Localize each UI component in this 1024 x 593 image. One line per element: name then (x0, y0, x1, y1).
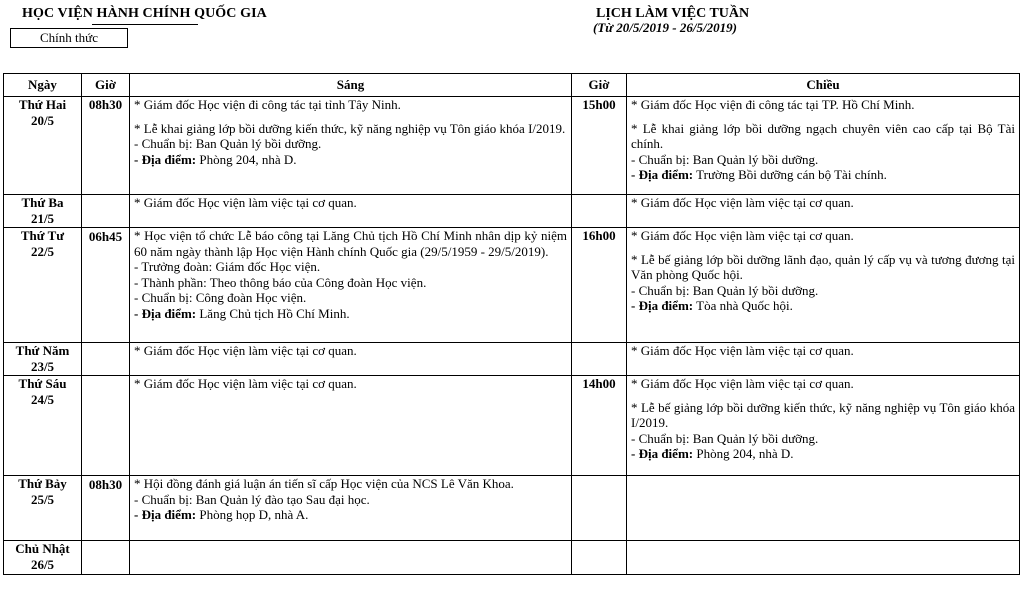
day-cell (4, 541, 82, 575)
col-time-am-header: Giờ (82, 74, 130, 97)
org-name: HỌC VIỆN HÀNH CHÍNH QUỐC GIA (22, 6, 267, 21)
table-row (4, 541, 1020, 575)
location-label: - Địa điểm: (631, 167, 694, 182)
afternoon-cell (627, 541, 1020, 575)
day-date: 24/5 (30, 391, 55, 407)
location-value: Phòng 204, nhà D. (693, 446, 794, 461)
table-row (4, 476, 1020, 541)
location-value: Tòa nhà Quốc hội. (693, 298, 793, 313)
morning-cell (130, 195, 572, 228)
time-cell (82, 195, 130, 228)
afternoon-cell (627, 376, 1020, 476)
day-cell (4, 476, 82, 541)
afternoon-cell (627, 228, 1020, 343)
location-value: Phòng 204, nhà D. (196, 151, 297, 167)
schedule-item: * Giám đốc Học viện làm việc tại cơ quan. (631, 343, 854, 358)
day-date: 26/5 (30, 556, 55, 572)
schedule-detail: - Thành phần: Theo thông báo của Công đoàn Học viện. (134, 274, 427, 290)
day-date: 23/5 (30, 358, 55, 374)
time-cell (82, 376, 130, 476)
schedule-detail: - Chuẩn bị: Ban Quản lý bồi dưỡng. (631, 151, 819, 167)
col-day-header: Ngày (4, 74, 82, 97)
schedule-location (631, 446, 1015, 462)
org-underline (92, 24, 198, 25)
schedule-item: * Giám đốc Học viện đi công tác tại tỉnh Tây Ninh. (134, 97, 401, 112)
day-date: 25/5 (30, 491, 55, 507)
time-cell: 08h30 (82, 476, 130, 541)
location-label: - Địa điểm: (134, 507, 197, 522)
day-date: 21/5 (30, 210, 55, 226)
afternoon-cell (627, 343, 1020, 376)
day-cell (4, 97, 82, 195)
table-row (4, 97, 1020, 195)
time-cell (82, 343, 130, 376)
schedule-detail: - Chuẩn bị: Ban Quản lý đào tạo Sau đại học. (134, 491, 370, 507)
schedule-detail: - Trưởng đoàn: Giám đốc Học viện. (134, 259, 321, 274)
day-name: Thứ Bảy (18, 476, 67, 491)
table-row (4, 228, 1020, 343)
table-row (4, 343, 1020, 376)
morning-cell (130, 343, 572, 376)
status-badge: Chính thức (10, 28, 128, 48)
schedule-location (134, 306, 567, 322)
time-cell: 06h45 (82, 228, 130, 343)
afternoon-cell (627, 476, 1020, 541)
location-value: Lăng Chủ tịch Hồ Chí Minh. (196, 305, 350, 321)
day-name: Thứ Hai (18, 97, 67, 112)
time-cell: 14h00 (572, 376, 627, 476)
schedule-item: * Giám đốc Học viện làm việc tại cơ quan. (134, 343, 357, 358)
schedule-title: LỊCH LÀM VIỆC TUẦN (596, 6, 750, 21)
table-header-row (4, 74, 1020, 97)
schedule-item: * Giám đốc Học viện làm việc tại cơ quan. (631, 376, 854, 391)
schedule-item: * Giám đốc Học viện làm việc tại cơ quan. (631, 195, 854, 210)
schedule-item: * Lễ khai giảng lớp bồi dưỡng ngạch chuyên viên cao cấp tại Bộ Tài chính. (631, 120, 1015, 151)
day-date: 22/5 (30, 243, 55, 259)
day-cell (4, 343, 82, 376)
schedule-table (3, 73, 1020, 575)
schedule-location (134, 507, 567, 523)
schedule-range: (Từ 20/5/2019 - 26/5/2019) (593, 20, 737, 35)
schedule-location (134, 152, 567, 168)
day-name: Thứ Năm (15, 343, 70, 358)
schedule-location (631, 167, 1015, 183)
schedule-detail: - Chuẩn bị: Ban Quản lý bồi dưỡng. (631, 282, 819, 298)
col-afternoon-header: Chiều (627, 74, 1020, 97)
schedule-item: * Giám đốc Học viện làm việc tại cơ quan. (631, 228, 854, 243)
time-cell (82, 541, 130, 575)
schedule-item: * Giám đốc Học viện làm việc tại cơ quan. (134, 376, 357, 391)
schedule-detail: - Chuẩn bị: Công đoàn Học viện. (134, 290, 307, 305)
afternoon-cell (627, 195, 1020, 228)
day-cell (4, 228, 82, 343)
day-cell (4, 376, 82, 476)
time-cell: 16h00 (572, 228, 627, 343)
day-name: Thứ Tư (20, 228, 65, 243)
morning-cell (130, 228, 572, 343)
schedule-item: * Giám đốc Học viện làm việc tại cơ quan. (134, 195, 357, 210)
schedule-location (631, 298, 1015, 314)
schedule-detail: - Chuẩn bị: Ban Quản lý bồi dưỡng. (134, 136, 322, 151)
day-name: Thứ Ba (21, 195, 64, 210)
time-cell (572, 476, 627, 541)
location-label: - Địa điểm: (631, 298, 694, 313)
time-cell (572, 541, 627, 575)
afternoon-cell (627, 97, 1020, 195)
schedule-item: * Lễ bế giảng lớp bồi dưỡng kiến thức, kỹ năng nghiệp vụ Tôn giáo khóa I/2019. (631, 399, 1015, 430)
table-row (4, 195, 1020, 228)
col-morning-header: Sáng (130, 74, 572, 97)
day-cell (4, 195, 82, 228)
time-cell (572, 343, 627, 376)
schedule-item: * Lễ khai giảng lớp bồi dưỡng kiến thức, kỹ năng nghiệp vụ Tôn giáo khóa I/2019. (134, 120, 566, 136)
location-value: Trường Bồi dưỡng cán bộ Tài chính. (693, 167, 887, 182)
location-value: Phòng họp D, nhà A. (196, 507, 309, 522)
schedule-item: * Hội đồng đánh giá luận án tiến sĩ cấp Học viện của NCS Lê Văn Khoa. (134, 476, 514, 491)
morning-cell (130, 97, 572, 195)
schedule-item: * Giám đốc Học viện đi công tác tại TP. Hồ Chí Minh. (631, 97, 915, 112)
morning-cell (130, 476, 572, 541)
day-name: Chủ Nhật (15, 541, 70, 556)
day-name: Thứ Sáu (18, 376, 67, 391)
time-cell: 15h00 (572, 97, 627, 195)
location-label: - Địa điểm: (631, 446, 694, 461)
schedule-item: * Học viện tổ chức Lễ báo công tại Lăng Chủ tịch Hồ Chí Minh nhân dịp kỷ niệm 60 năm ngày thành lập Học viện Hành chính Quốc gia (29/5/1959 - 29/5/2019). (134, 228, 567, 259)
schedule-detail: - Chuẩn bị: Ban Quản lý bồi dưỡng. (631, 430, 819, 446)
location-label: - Địa điểm: (134, 305, 197, 321)
location-label: - Địa điểm: (134, 151, 197, 167)
schedule-item: * Lễ bế giảng lớp bồi dưỡng lãnh đạo, quản lý cấp vụ và tương đương tại Văn phòng Quốc hội. (631, 251, 1015, 282)
time-cell (572, 195, 627, 228)
col-time-pm-header: Giờ (572, 74, 627, 97)
time-cell: 08h30 (82, 97, 130, 195)
morning-cell (130, 541, 572, 575)
day-date: 20/5 (30, 112, 55, 128)
morning-cell (130, 376, 572, 476)
table-row (4, 376, 1020, 476)
